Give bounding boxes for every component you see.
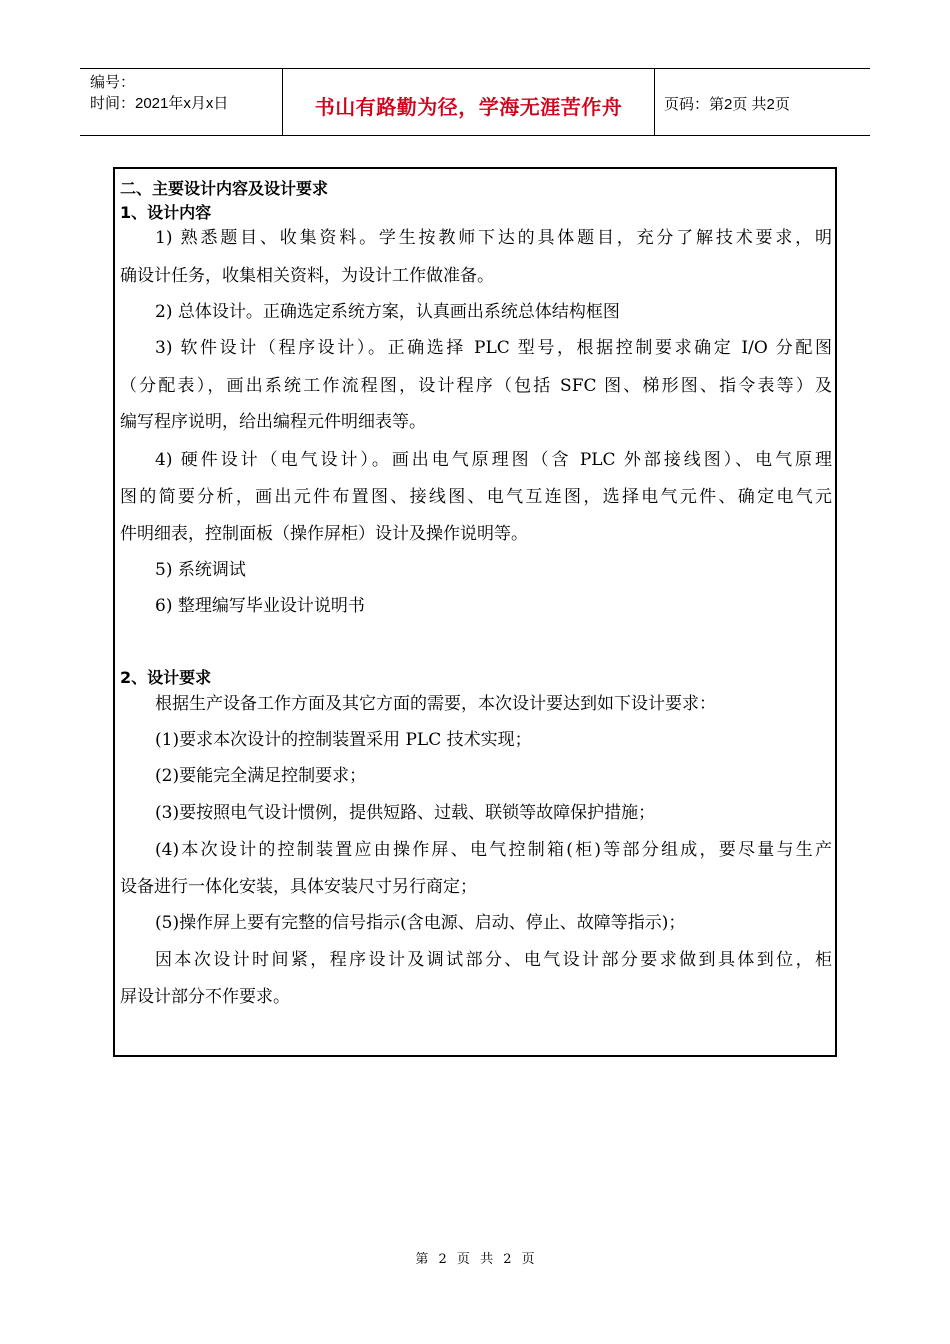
footer-ye: 页 — [456, 1252, 470, 1267]
requirement-5: (5)操作屏上要有完整的信号指示(含电源、启动、停止、故障等指示)； — [155, 913, 686, 933]
header-page-cell — [655, 69, 870, 135]
requirement-4-line-2: 设备进行一体化安装，具体安装尺寸另行商定； — [120, 877, 477, 897]
closing-line-2: 屏设计部分不作要求。 — [120, 987, 290, 1007]
item-6: 6) 整理编写毕业设计说明书 — [155, 596, 365, 616]
footer-di: 第 — [415, 1252, 429, 1267]
number-label: 编号： — [90, 74, 136, 91]
page-header — [80, 68, 870, 136]
footer-ye-2: 页 — [521, 1252, 535, 1267]
footer-gong: 共 — [480, 1252, 494, 1267]
header-left-cell — [80, 69, 282, 135]
item-5: 5) 系统调试 — [155, 560, 246, 580]
requirements-intro: 根据生产设备工作方面及其它方面的需要，本次设计要达到如下设计要求： — [155, 694, 716, 714]
item-4-line-3: 件明细表，控制面板（操作屏柜）设计及操作说明等。 — [120, 524, 528, 544]
page-footer — [0, 1248, 950, 1267]
requirement-3: (3)要按照电气设计惯例，提供短路、过载、联锁等故障保护措施； — [155, 803, 656, 823]
footer-total-pages: 2 — [503, 1252, 512, 1267]
requirement-1: (1)要求本次设计的控制装置采用 PLC 技术实现； — [155, 730, 532, 750]
footer-current-page: 2 — [438, 1252, 447, 1267]
header-motto-cell — [282, 69, 655, 135]
item-3-line-3: 编写程序说明，给出编程元件明细表等。 — [120, 412, 426, 432]
section-title: 二、主要设计内容及设计要求 — [120, 179, 329, 198]
item-3-line-1: 3) 软件设计（程序设计）。正确选择 PLC 型号，根据控制要求确定 I/O 分配图 — [155, 338, 832, 358]
requirement-4-line-1: (4)本次设计的控制装置应由操作屏、电气控制箱(柜)等部分组成，要尽量与生产 — [155, 840, 832, 860]
item-2: 2) 总体设计。正确选定系统方案，认真画出系统总体结构框图 — [155, 302, 620, 322]
item-4-line-1: 4) 硬件设计（电气设计）。画出电气原理图（含 PLC 外部接线图）、电气原理 — [155, 450, 832, 470]
motto: 书山有路勤为径，学海无涯苦作舟 — [314, 95, 623, 119]
item-3-line-2: （分配表），画出系统工作流程图，设计程序（包括 SFC 图、梯形图、指令表等）及 — [120, 376, 832, 396]
item-1-line-1: 1) 熟悉题目、收集资料。学生按教师下达的具体题目，充分了解技术要求，明 — [155, 228, 832, 248]
time-label: 时间：2021年x月x日 — [90, 95, 229, 112]
page-label: 页码：第2页 共2页 — [664, 96, 790, 113]
closing-line-1: 因本次设计时间紧，程序设计及调试部分、电气设计部分要求做到具体到位，柜 — [155, 950, 832, 970]
subsection-title-design-requirements: 2、设计要求 — [120, 668, 212, 687]
subsection-title-design-content: 1、设计内容 — [120, 203, 212, 222]
requirement-2: (2)要能完全满足控制要求； — [155, 766, 367, 786]
item-1-line-2: 确设计任务，收集相关资料，为设计工作做准备。 — [120, 266, 494, 286]
item-4-line-2: 图的简要分析，画出元件布置图、接线图、电气互连图，选择电气元件、确定电气元 — [120, 487, 832, 507]
content-box — [113, 167, 837, 1057]
